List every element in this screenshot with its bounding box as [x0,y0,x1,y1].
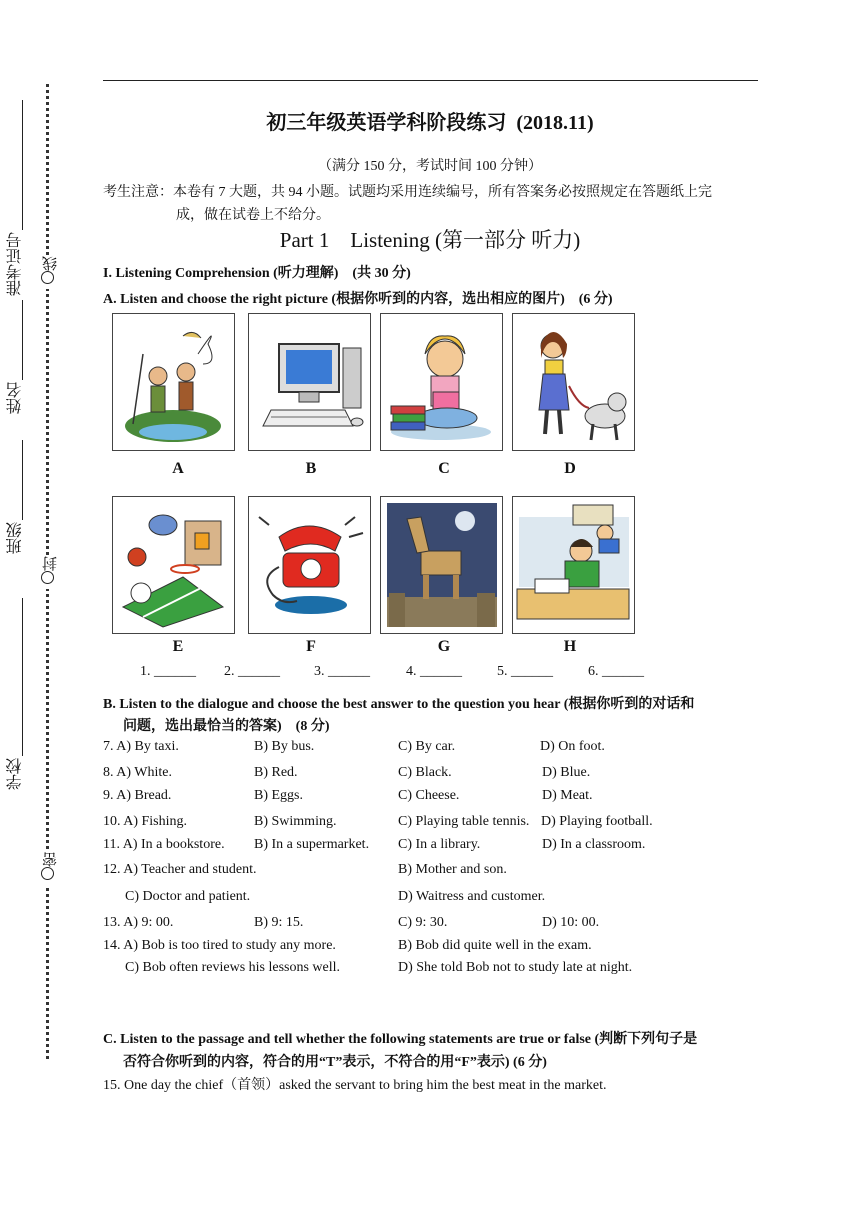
exam-number-label: 准考证号 [7,232,24,296]
q13-option-a: 13. A) 9: 00. [103,915,174,930]
q10-option-b: B) Swimming. [254,814,337,829]
q9-option-d: D) Meat. [542,788,593,803]
q11-option-d: D) In a classroom. [542,837,646,852]
seal-mark-line: 线 [40,256,54,289]
seal-mark-seal: 封 [40,556,54,589]
picture-A-fishing [112,313,235,451]
q9-option-c: C) Cheese. [398,788,460,803]
q13-option-b: B) 9: 15. [254,915,304,930]
picture-H-boy-desk [512,496,635,634]
picture-label-C: C [438,460,450,477]
q13-option-d: D) 10: 00. [542,915,600,930]
notice-line-2: 成，做在试卷上不给分。 [176,208,330,223]
picture-C-girl-reading [380,313,503,451]
q9-option-b: B) Eggs. [254,788,303,803]
school-field[interactable] [22,598,23,756]
q7-option-b: B) By bus. [254,739,315,754]
answer-blank-2[interactable]: 2. ______ [224,664,280,679]
q7-option-a: 7. A) By taxi. [103,739,179,754]
q12-option-b: B) Mother and son. [398,862,507,877]
q8-option-d: D) Blue. [542,765,591,780]
picture-D-girl-dog [512,313,635,451]
q11-option-c: C) In a library. [398,837,481,852]
picture-label-H: H [563,638,577,655]
q12-option-c: C) Doctor and patient. [125,889,251,904]
answer-blank-1[interactable]: 1. ______ [140,664,196,679]
picture-G-trojan-horse [380,496,503,634]
q8-option-b: B) Red. [254,765,298,780]
name-field[interactable] [22,300,23,380]
q12-option-d: D) Waitress and customer. [398,889,546,904]
q7-option-c: C) By car. [398,739,456,754]
q14-option-d: D) She told Bob not to study late at night. [398,960,633,975]
seal-circle-icon [41,867,54,880]
picture-label-E: E [172,638,184,655]
answer-blank-4[interactable]: 4. ______ [406,664,462,679]
q8-option-a: 8. A) White. [103,765,172,780]
picture-B-computer [248,313,371,451]
class-field[interactable] [22,440,23,520]
q14-option-a: 14. A) Bob is too tired to study any more. [103,938,336,953]
q12-option-a: 12. A) Teacher and student. [103,862,257,877]
picture-label-D: D [564,460,576,477]
answer-blank-5[interactable]: 5. ______ [497,664,553,679]
section-B-heading-1: B. Listen to the dialogue and choose the best answer to the question you hear (根据你听到的对话和 [103,697,695,712]
picture-label-F: F [306,638,316,655]
answer-blank-3[interactable]: 3. ______ [314,664,370,679]
q11-option-b: B) In a supermarket. [254,837,370,852]
section-I-heading: I. Listening Comprehension (听力理解) (共 30 分) [103,266,411,281]
seal-circle-icon [41,271,54,284]
top-rule [103,80,758,81]
q10-option-c: C) Playing table tennis. [398,814,530,829]
q10-option-a: 10. A) Fishing. [103,814,188,829]
picture-E-sports [112,496,235,634]
section-A-heading: A. Listen and choose the right picture (根据你听到的内容，选出相应的图片) (6 分) [103,292,613,307]
name-label: 姓名 [7,382,24,414]
seal-circle-icon [41,571,54,584]
section-C-heading-1: C. Listen to the passage and tell whether the following statements are true or false (判断下列句子是 [103,1032,698,1047]
q7-option-d: D) On foot. [540,739,605,754]
school-label: 学校 [7,758,24,790]
q11-option-a: 11. A) In a bookstore. [103,837,225,852]
class-label: 班级 [7,522,24,554]
q13-option-c: C) 9: 30. [398,915,448,930]
section-C-heading-2: 否符合你听到的内容，符合的用“T”表示，不符合的用“F”表示) (6 分) [123,1055,547,1070]
page-subtitle: （满分 150 分，考试时间 100 分钟） [318,159,542,174]
q15-statement: 15. One day the chief（首领）asked the servant to bring him the best meat in the market. [103,1078,607,1093]
q8-option-c: C) Black. [398,765,452,780]
section-B-heading-2: 问题，选出最恰当的答案) (8 分) [123,719,330,734]
q10-option-d: D) Playing football. [541,814,653,829]
picture-F-telephone [248,496,371,634]
part-title: Part 1 Listening (第一部分 听力) [279,228,581,252]
picture-label-A: A [172,460,184,477]
notice-line-1: 考生注意：本卷有 7 大题，共 94 小题。试题均采用连续编号，所有答案务必按照规定在答题纸上完 [103,185,712,200]
q14-option-b: B) Bob did quite well in the exam. [398,938,592,953]
q9-option-a: 9. A) Bread. [103,788,172,803]
seal-mark-secret: 密 [40,852,54,885]
picture-label-G: G [437,638,451,655]
answer-blank-6[interactable]: 6. ______ [588,664,644,679]
picture-label-B: B [305,460,317,477]
page-title: 初三年级英语学科阶段练习 (2018.11) [266,112,594,134]
q14-option-c: C) Bob often reviews his lessons well. [125,960,341,975]
